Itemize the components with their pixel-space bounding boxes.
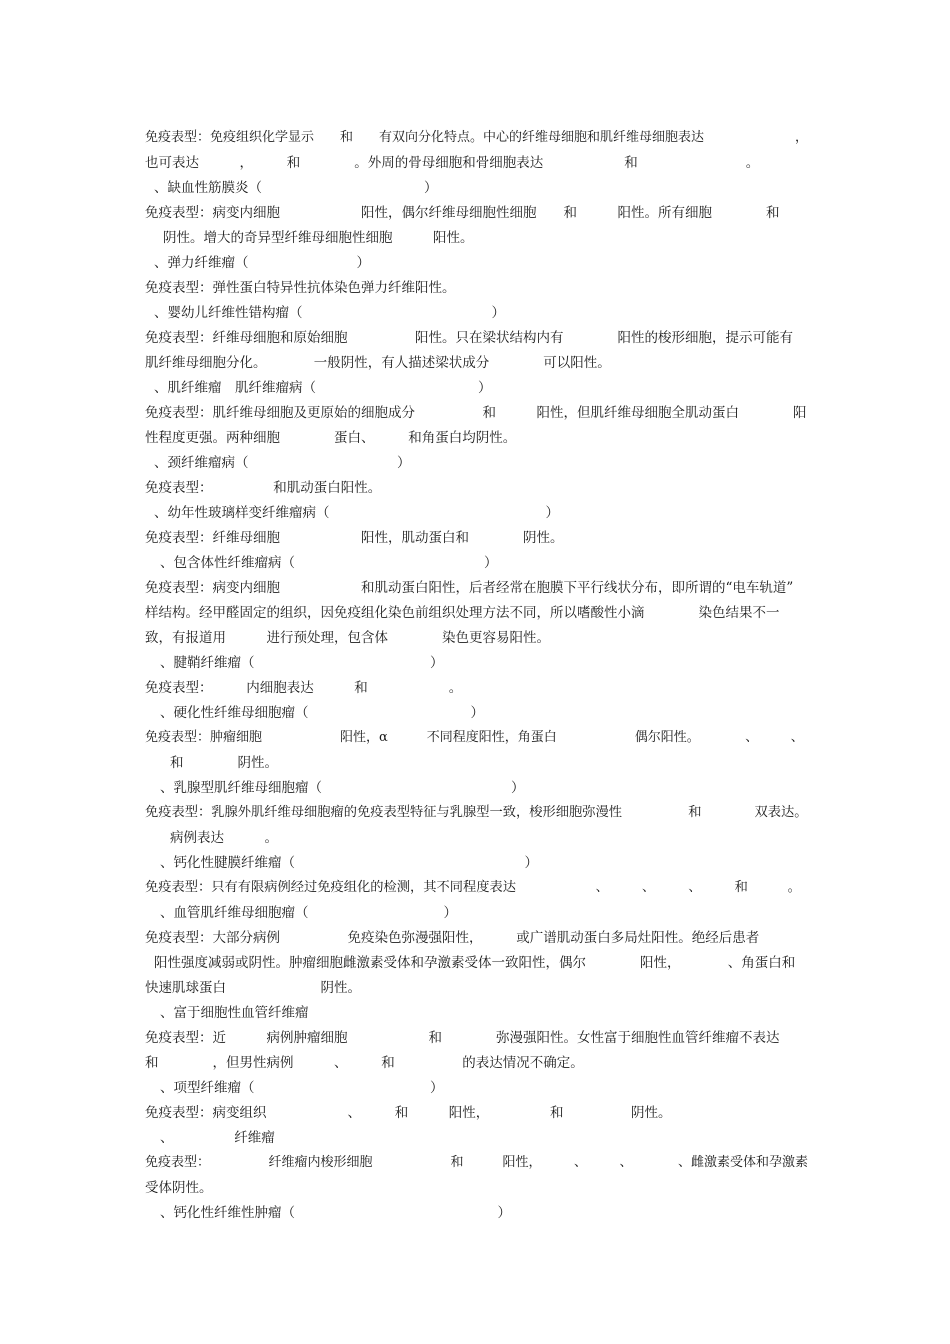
text-line: 免疫表型：近 病例肿瘤细胞 和 弥漫强阳性。女性富于细胞性血管纤维瘤不表达 [145, 1030, 780, 1046]
text-line: 免疫表型：大部分病例 免疫染色弥漫强阳性， 或广谱肌动蛋白多局灶阳性。绝经后患者 [145, 930, 760, 946]
section-heading: 、项型纤维瘤（ ） [160, 1080, 444, 1096]
section-heading: 、腱鞘纤维瘤（ ） [160, 655, 444, 671]
section-heading: 、乳腺型肌纤维母细胞瘤（ ） [160, 780, 525, 796]
section-heading: 、颈纤维瘤病（ ） [154, 455, 411, 471]
text-line: 免疫表型：弹性蛋白特异性抗体染色弹力纤维阳性。 [145, 280, 456, 296]
text-line: 肌纤维母细胞分化。 一般阴性，有人描述梁状成分 可以阳性。 [145, 355, 611, 371]
text-line: 和 ，但男性病例 、 和 的表达情况不确定。 [145, 1055, 584, 1071]
text-line: 受体阴性。 [145, 1180, 213, 1196]
text-line: 免疫表型： 和肌动蛋白阳性。 [145, 480, 382, 496]
text-line: 性程度更强。两种细胞 蛋白、 和角蛋白均阴性。 [145, 430, 517, 446]
text-line: 免疫表型： 内细胞表达 和 。 [145, 680, 463, 696]
text-line: 快速肌球蛋白 阴性。 [145, 980, 361, 996]
text-line: 免疫表型：纤维母细胞 阳性，肌动蛋白和 阴性。 [145, 530, 564, 546]
section-heading: 、钙化性纤维性肿瘤（ ） [160, 1205, 511, 1221]
text-line: 免疫表型：肿瘤细胞 阳性，α 不同程度阳性，角蛋白 偶尔阳性。 、 、 [145, 730, 804, 745]
section-heading: 、血管肌纤维母细胞瘤（ ） [160, 905, 457, 921]
text-line: 免疫表型：病变内细胞 和肌动蛋白阳性，后者经常在胞膜下平行线状分布，即所谓的“电车轨道” [145, 580, 794, 596]
text-line: 阴性。增大的奇异型纤维母细胞性细胞 阳性。 [163, 230, 474, 246]
text-line: 免疫表型：病变内细胞 阳性，偶尔纤维母细胞性细胞 和 阳性。所有细胞 和 [145, 205, 780, 221]
text-line: 免疫表型：乳腺外肌纤维母细胞瘤的免疫表型特征与乳腺型一致，梭形细胞弥漫性 和 双表达。 [145, 805, 808, 820]
section-heading: 、幼年性玻璃样变纤维瘤病（ ） [154, 505, 559, 521]
section-heading: 、 纤维瘤 [160, 1130, 275, 1146]
section-heading: 、婴幼儿纤维性错构瘤（ ） [154, 305, 505, 321]
section-heading: 、硬化性纤维母细胞瘤（ ） [160, 705, 484, 721]
section-heading: 、缺血性筋膜炎（ ） [154, 180, 438, 196]
text-line: 免疫表型： 纤维瘤内梭形细胞 和 阳性， 、 、 、雌激素受体和孕激素 [145, 1155, 809, 1170]
text-line: 免疫表型：肌纤维母细胞及更原始的细胞成分 和 阳性，但肌纤维母细胞全肌动蛋白 阳 [145, 405, 807, 421]
section-heading: 、肌纤维瘤 肌纤维瘤病（ ） [154, 380, 492, 396]
text-line: 也可表达 ， 和 。外周的骨母细胞和骨细胞表达 和 。 [145, 155, 760, 171]
text-line: 和 阴性。 [170, 755, 278, 771]
text-line: 病例表达 。 [170, 830, 278, 846]
section-heading: 、弹力纤维瘤（ ） [154, 255, 370, 271]
text-line: 免疫表型：免疫组织化学显示 和 有双向分化特点。中心的纤维母细胞和肌纤维母细胞表达 ， [145, 130, 809, 145]
text-line: 致，有报道用 进行预处理，包含体 染色更容易阳性。 [145, 630, 550, 646]
text-line: 免疫表型：只有有限病例经过免疫组化的检测，其不同程度表达 、 、 、 和 。 [145, 880, 801, 895]
section-heading: 、钙化性腱膜纤维瘤（ ） [160, 855, 538, 871]
text-line: 免疫表型：病变组织 、 和 阳性， 和 阴性。 [145, 1105, 672, 1121]
text-line: 免疫表型：纤维母细胞和原始细胞 阳性。只在梁状结构内有 阳性的梭形细胞，提示可能有 [145, 330, 793, 346]
text-line: 样结构。经甲醛固定的组织，因免疫组化染色前组织处理方法不同，所以嗜酸性小滴 染色结果不一 [145, 605, 780, 621]
text-line: 阳性强度减弱或阴性。肿瘤细胞雌激素受体和孕激素受体一致阳性，偶尔 阳性， 、角蛋白和 [154, 955, 796, 971]
section-heading: 、富于细胞性血管纤维瘤 [160, 1005, 309, 1021]
section-heading: 、包含体性纤维瘤病（ ） [160, 555, 498, 571]
